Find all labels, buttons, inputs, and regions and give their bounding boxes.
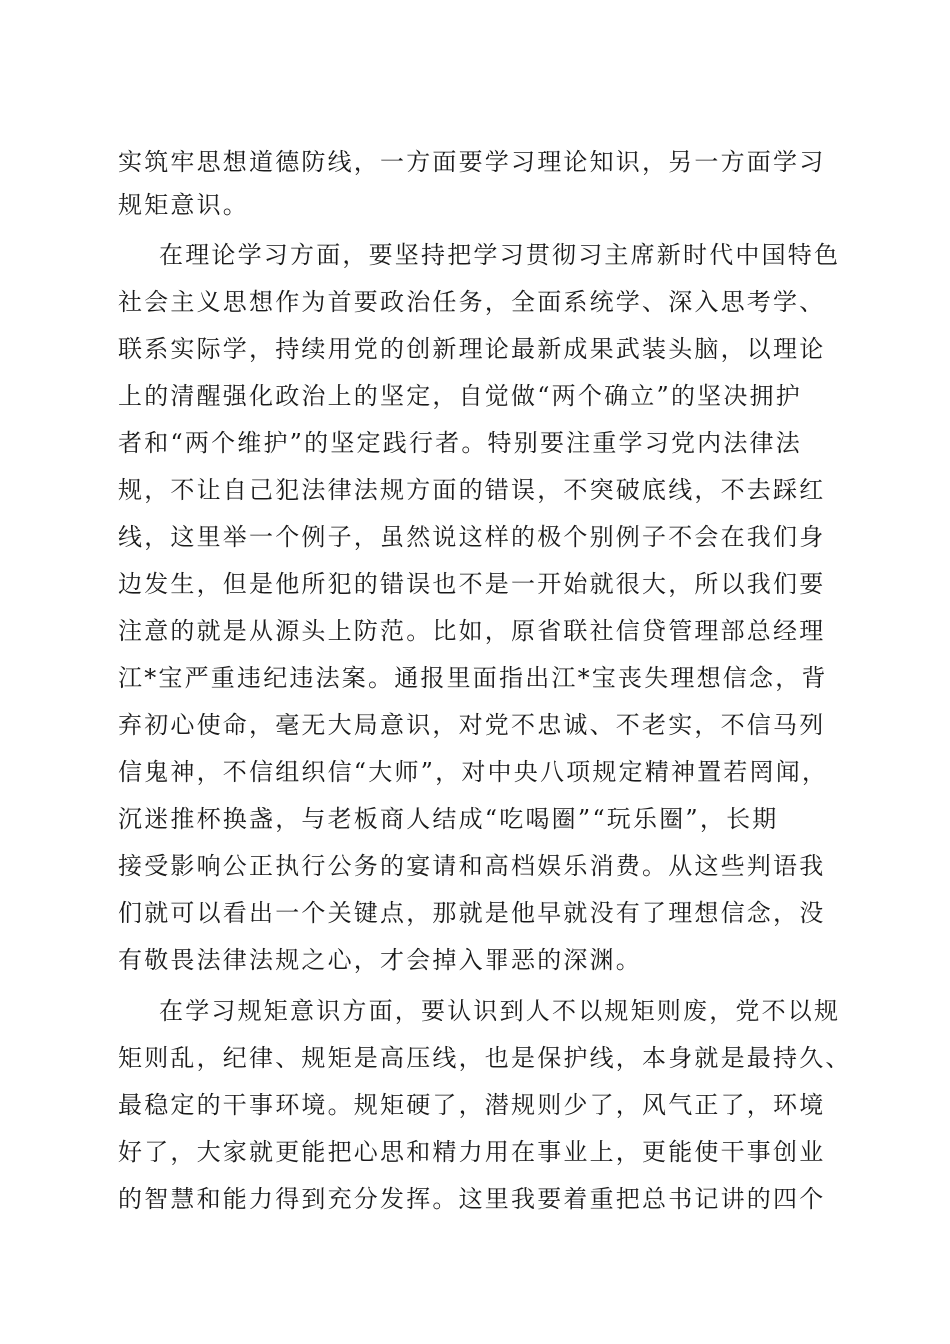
text-line: 联系实际学，持续用党的创新理论最新成果武装头脑，以理论	[118, 335, 826, 363]
text-line: 规，不让自己犯法律法规方面的错误，不突破底线，不去踩红	[118, 476, 826, 504]
text-line: 弃初心使命，毫无大局意识，对党不忠诚、不老实，不信马列	[118, 711, 826, 739]
text-line: 的智慧和能力得到充分发挥。这里我要着重把总书记讲的四个	[118, 1185, 826, 1213]
text-line: 边发生，但是他所犯的错误也不是一开始就很大，所以我们要	[118, 570, 826, 598]
paragraph-start-line: 在理论学习方面，要坚持把学习贯彻习主席新时代中国特色	[159, 241, 841, 269]
text-line: 社会主义思想作为首要政治任务，全面系统学、深入思考学、	[118, 288, 826, 316]
text-line: 注意的就是从源头上防范。比如，原省联社信贷管理部总经理	[118, 617, 826, 645]
text-line: 实筑牢思想道德防线，一方面要学习理论知识，另一方面学习	[118, 148, 826, 176]
text-line: 线，这里举一个例子，虽然说这样的极个别例子不会在我们身	[118, 523, 826, 551]
text-line: 信鬼神，不信组织信“大师”，对中央八项规定精神置若罔闻，	[118, 758, 829, 786]
text-line: 接受影响公正执行公务的宴请和高档娱乐消费。从这些判语我	[118, 852, 826, 880]
text-line: 江*宝严重违纪违法案。通报里面指出江*宝丧失理想信念，背	[118, 664, 828, 692]
paragraph-start-line: 在学习规矩意识方面，要认识到人不以规矩则废，党不以规	[159, 997, 841, 1025]
text-line: 矩则乱，纪律、规矩是高压线，也是保护线，本身就是最持久、	[118, 1044, 852, 1072]
text-line: 沉迷推杯换盏，与老板商人结成“吃喝圈”“玩乐圈”，长期	[118, 805, 779, 833]
text-line: 最稳定的干事环境。规矩硬了，潜规则少了，风气正了，环境	[118, 1091, 826, 1119]
text-line: 有敬畏法律法规之心，才会掉入罪恶的深渊。	[118, 946, 642, 974]
text-line: 规矩意识。	[118, 191, 249, 219]
text-line: 好了，大家就更能把心思和精力用在事业上，更能使干事创业	[118, 1138, 826, 1166]
text-line: 者和“两个维护”的坚定践行者。特别要注重学习党内法律法	[118, 429, 802, 457]
text-line: 上的清醒强化政治上的坚定，自觉做“两个确立”的坚决拥护	[118, 382, 802, 410]
text-line: 们就可以看出一个关键点，那就是他早就没有了理想信念，没	[118, 899, 826, 927]
